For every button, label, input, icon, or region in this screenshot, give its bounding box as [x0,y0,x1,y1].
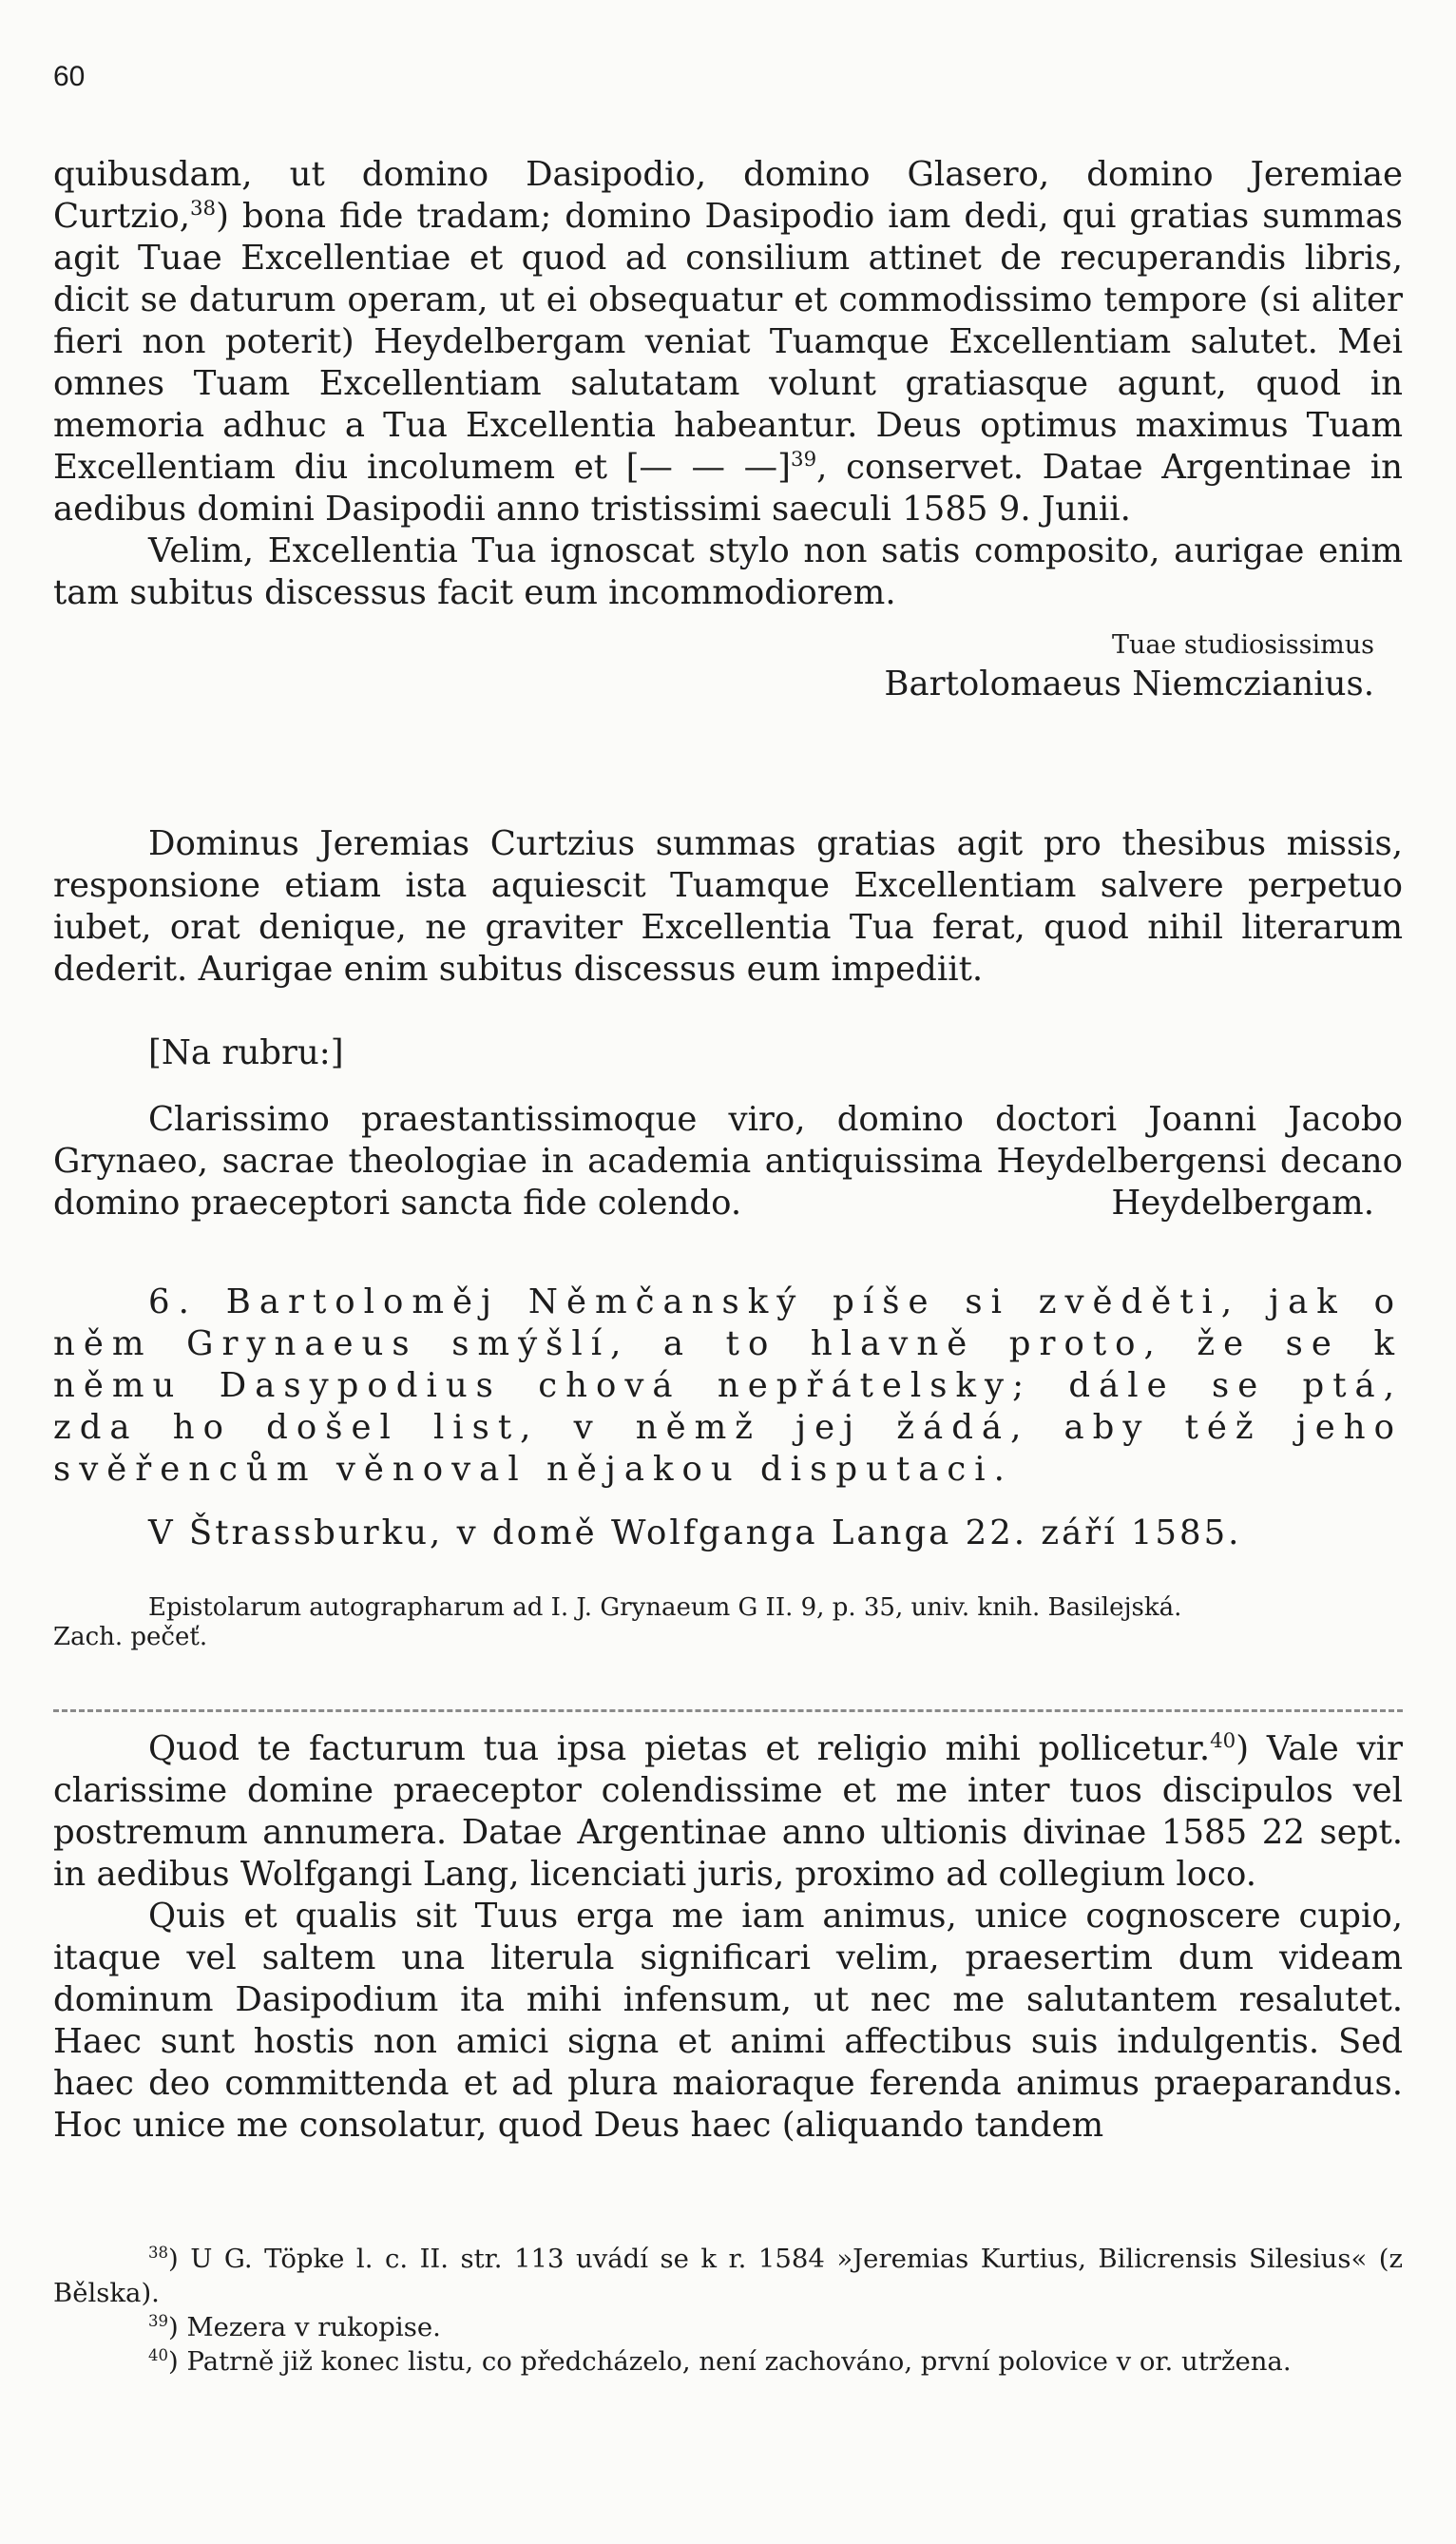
rubric-label: [Na rubru:] [148,1033,344,1072]
place-date [53,1513,1403,1552]
postscript [53,823,1403,991]
page-number: 60 [53,61,86,92]
footnote-ref-40[interactable]: 40 [1210,1729,1236,1754]
footnote-39: $^{39}$) Mezera v rukopise. [148,2311,441,2342]
seal-note: Zach. pečeť. [53,1623,208,1651]
footnotes [53,2242,1403,2379]
address [53,1099,1403,1224]
separator [53,1709,1403,1712]
letter-heading [53,1282,1403,1491]
paragraph-5: Quod te facturum tua ipsa pietas et religio mihi pollicetur.$^{40}$) Vale vir clarissime domine praeceptor colendissime et me inter tuos discipulos vel postremum annumera. Datae Argentinae anno ultionis divinae 1585 22 sept. in aedibus Wolfgangi Lang, licenciati juris, proximo ad collegium loco. [53,1729,1403,1894]
address-destination: Heydelbergam. [1111,1184,1374,1223]
signature-line-1: Tuae studiosissimus [1111,630,1374,660]
footnote-ref-39[interactable]: 39 [791,448,817,472]
letter-body [53,154,1403,705]
signature-line-2: Bartolomaeus Niemczianius. [884,665,1374,703]
footnote-ref-38[interactable]: 38 [189,197,217,222]
paragraph-2: Velim, Excellentia Tua ignoscat stylo non satis composito, aurigae enim tam subitus discessus facit eum incommodiorem. [53,531,1403,612]
dashed-rule [53,1709,1403,1712]
source-citation: Epistolarum autographarum ad I. J. Grynaeum G II. 9, p. 35, univ. knih. Basilejská. [148,1593,1182,1622]
paragraph-3: Dominus Jeremias Curtzius summas gratias agit pro thesibus missis, responsione etiam ista aquiescit Tuamque Excellentiam salvere perpetuo iubet, orat denique, ne graviter Excellentia Tua ferat, quod nihil literarum dederit. Aurigae enim subitus discessus eum impediit. [53,824,1403,989]
paragraph-1: quibusdam, ut domino Dasipodio, domino Glasero, domino Jeremiae Curtzio,$^{38}$) bona fide tradam; domino Dasipodio iam dedi, qui gratias summas agit Tuae Excellentiae et quod ad consilium attinet de recuperandis libris, dicit se daturum operam, ut ei obsequatur et commodissimo tempore (si aliter fieri non poterit) Heydelbergam veniat Tuamque Excellentiam salutet. Mei omnes Tuam Excellentiam salutatam volunt gratiasque agunt, quod in memoria adhuc a Tua Excellentia habeantur. Deus optimus maximus Tuam Excellentiam diu incolumem et [— — —]$^{39}$, conservet. Datae Argentinae in aedibus domini Dasipodii anno tristissimi saeculi 1585 9. Junii. [53,155,1404,529]
footnote-38: $^{38}$) U G. Töpke l. c. II. str. 113 uvádí se k r. 1584 »Jeremias Kurtius, Bilicrensis Silesius« (z Bělska). [53,2243,1403,2308]
paragraph-4: Clarissimo praestantissimoque viro, domino doctori Joanni Jacobo Grynaeo, sacrae theologiae in academia antiquissima Heydelbergensi decano domino praeceptori sancta fide colendo. Heydelbergam. [53,1100,1403,1223]
letter-summary: 6. Bartoloměj Němčanský píše si zvěděti, jak o něm Grynaeus smýšlí, a to hlavně proto, že se k němu Dasypodius chová nepřátelsky; dále se ptá, zda ho došel list, v němž jej žádá, aby též jeho svěřencům věnoval nějakou disputaci. [53,1282,1403,1489]
paragraph-6: Quis et qualis sit Tuus erga me iam animus, unice cognoscere cupio, itaque vel saltem una literula significari velim, praesertim dum videam dominum Dasipodium ita mihi infensum, ut nec me salutantem resalutet. Haec sunt hostis non amici signa et animi affectibus suis indulgentis. Sed haec deo committenda et ad plura maioraque ferenda animus praeparandus. Hoc unice me consolatur, quod Deus haec (aliquando tandem [53,1897,1403,2145]
place-date-line: V Štrassburku, v domě Wolfganga Langa 22. září 1585. [148,1513,1242,1552]
rubric [53,1032,1403,1074]
source-note [53,1593,1403,1652]
footnote-40: $^{40}$) Patrně již konec listu, co předcházelo, není zachováno, první polovice v or. utržena. [148,2345,1292,2377]
letter-2-body [53,1728,1403,2147]
